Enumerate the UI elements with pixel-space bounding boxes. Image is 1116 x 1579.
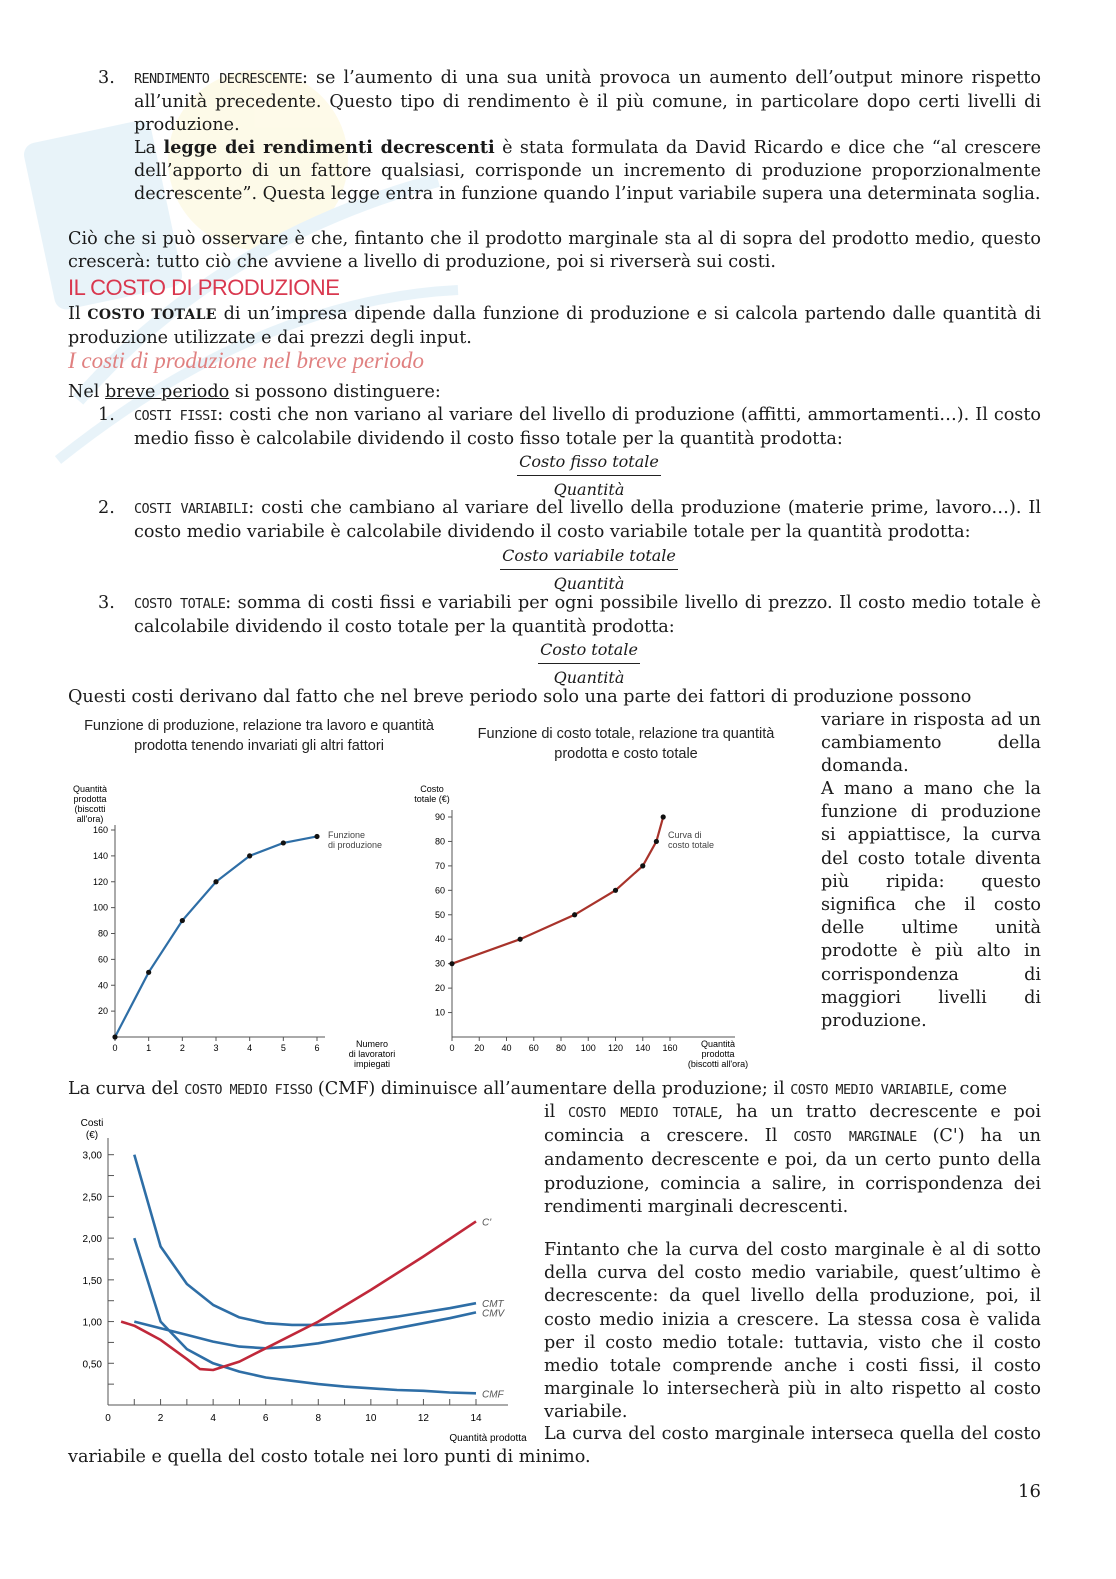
- formula-numerator: Costo variabile totale: [500, 542, 678, 570]
- item-text: : se l’aumento di una sua unità provoca un aumento dell’output minore rispetto all’unità precedente. Questo tipo di rendimento è il più comune, in particolare dopo certi livelli di produzione.: [134, 68, 1042, 136]
- chart3-xtick-label: 10: [365, 1413, 377, 1424]
- section-title: IL COSTO DI PRODUZIONE: [68, 275, 340, 300]
- term-costo-totale: COSTO TOTALE: [134, 596, 226, 612]
- chart2-ytick-label: 20: [434, 983, 445, 994]
- term-costo-medio-variabile: COSTO MEDIO VARIABILE: [790, 1082, 949, 1098]
- chart2-point: [449, 961, 454, 966]
- chart2-xtick-label: 40: [501, 1043, 512, 1053]
- chart1-point: [281, 840, 286, 845]
- chart2-ytick-label: 50: [434, 909, 445, 920]
- chart3-xtick-label: 8: [315, 1413, 322, 1424]
- chart2-ytick-label: 60: [434, 885, 445, 896]
- chart2-point: [613, 888, 618, 893]
- chart1-ytick-label: 140: [92, 850, 108, 861]
- chart3-xlabel: Quantità prodotta: [449, 1433, 527, 1444]
- item-text: : somma di costi fissi e variabili per ogni possibile livello di prezzo. Il costo medio totale è calcolabile dividendo il costo totale per la quantità prodotta:: [134, 593, 1041, 638]
- chart1-point: [314, 834, 319, 839]
- chart2-title: Funzione di costo totale, relazione tra quantità prodotta e costo totale: [477, 726, 775, 762]
- list-number: 3.: [98, 593, 115, 613]
- chart1-ytick-label: 60: [97, 954, 108, 965]
- breve-pre: Nel: [68, 382, 106, 402]
- list-item-costo-totale: [98, 592, 1041, 639]
- side-text-2: A mano a mano che la funzione di produzione si appiattisce, la curva del costo totale diventa più ripida: questo significa che il costo delle ultime unità prodotte è più alto in corrispondenza di maggiori livelli di produzione.: [821, 779, 1041, 1032]
- chart3-ytick-label: 3,00: [82, 1150, 102, 1162]
- chart1-ylabel: Quantità prodotta (biscotti all'ora): [72, 784, 108, 824]
- chart1-xtick-label: 4: [247, 1043, 253, 1053]
- chart2-ytick-label: 80: [434, 836, 445, 847]
- chart1-point: [213, 879, 218, 884]
- formula-denominator: Quantità: [553, 480, 625, 499]
- chart3-xtick-label: 12: [417, 1413, 429, 1424]
- chart1-series-label: Funzione di produzione: [328, 830, 383, 850]
- chart2-xtick-label: 120: [607, 1043, 624, 1053]
- chart1-ytick-label: 160: [92, 825, 108, 835]
- formula-denominator: Quantità: [553, 668, 625, 687]
- chart1-ytick-label: 100: [92, 902, 108, 913]
- formula-costo-medio-variabile: [434, 542, 744, 597]
- formula-denominator: Quantità: [553, 574, 625, 593]
- term-costo-medio-fisso: COSTO MEDIO FISSO: [184, 1082, 313, 1098]
- chart1-xtick-label: 0: [112, 1043, 118, 1053]
- side-text-1: variare in risposta ad un cambiamento della domanda.: [821, 710, 1041, 777]
- chart2-series-line: [452, 817, 663, 964]
- chart3-ytick-label: 2,00: [82, 1234, 102, 1246]
- chart3-xtick-label: 2: [157, 1413, 164, 1424]
- chart2-xlabel: Quantità prodotta (biscotti all'ora): [687, 1039, 749, 1069]
- chart1-point: [247, 853, 252, 858]
- chart2-xtick-label: 60: [528, 1043, 539, 1053]
- term-rendimento-decrescente: RENDIMENTO DECRESCENTE: [134, 71, 303, 87]
- observe-paragraph: Ciò che si può osservare è che, fintanto che il prodotto marginale sta al di sopra del prodotto medio, questo crescerà: tutto ciò che avviene a livello di produzione, poi si riverserà sui costi.: [68, 229, 1041, 273]
- breve-post: si possono distinguere:: [229, 382, 441, 402]
- chart2-xtick-label: 100: [580, 1043, 596, 1053]
- chart2-series-label: Curva di costo totale: [668, 830, 715, 850]
- chart3-series-label: CMT: [482, 1299, 504, 1311]
- term-costi-variabili: COSTI VARIABILI: [134, 501, 249, 517]
- ct-pre: Il: [68, 304, 88, 324]
- chart3-ytick-label: 2,50: [82, 1192, 102, 1204]
- chart3-series-cmf: [134, 1238, 476, 1393]
- cmf-paragraph: [68, 1078, 1041, 1102]
- derive-line: Questi costi derivano dal fatto che nel breve periodo solo una parte dei fattori di produzione possono: [68, 687, 972, 707]
- average-cost-chart: [68, 1108, 538, 1448]
- chart1-ytick-label: 120: [92, 876, 108, 887]
- list-item-rendimento-decrescente: [98, 67, 1041, 138]
- law-bold: legge dei rendimenti decrescenti: [163, 137, 495, 158]
- formula-numerator: Costo totale: [538, 636, 640, 664]
- formula-costo-medio-totale: [434, 636, 744, 691]
- side-text-3: [544, 1101, 1041, 1219]
- cmf-post: , come: [948, 1079, 1008, 1099]
- chart3-series-label: C': [482, 1217, 492, 1229]
- chart1-xtick-label: 1: [146, 1043, 152, 1053]
- law-pre: La: [134, 138, 164, 158]
- chart2-point: [518, 937, 523, 942]
- term-costo-medio-totale: COSTO MEDIO TOTALE: [567, 1105, 718, 1121]
- chart3-ytick-label: 1,00: [82, 1317, 102, 1329]
- item-text: : costi che cambiano al variare del livello della produzione (materie prime, lavoro…). Il costo medio variabile è calcolabile dividendo il costo variabile totale per la quantità prodotta:: [134, 498, 1041, 543]
- chart3-xtick-label: 0: [105, 1413, 111, 1424]
- page-number: 16: [1018, 1481, 1041, 1502]
- chart2-xtick-label: 80: [555, 1043, 567, 1053]
- list-item-costi-fissi: [98, 404, 1041, 451]
- chart1-xtick-label: 2: [179, 1043, 185, 1053]
- chart2-xtick-label: 20: [474, 1043, 485, 1053]
- cmf-mid: (CMF) diminuisce all’aumentare della produzione; il: [312, 1079, 791, 1099]
- chart2-point: [654, 839, 659, 844]
- formula-costo-medio-fisso: [434, 448, 744, 503]
- chart1-ytick-label: 80: [97, 928, 108, 939]
- costo-totale-paragraph: [68, 303, 1041, 350]
- chart2-xtick-label: 140: [635, 1043, 651, 1053]
- list-item-costi-variabili: [98, 497, 1041, 544]
- side-text-4: Fintanto che la curva del costo marginale è al di sotto della curva del costo medio variabile, quest’ultimo è decrescente: da quel livello della produzione, poi, il costo medio inizia a crescere. La stessa cosa è valida per il costo medio totale: tuttavia, visto che il costo medio totale comprende anche i costi fissi, il costo marginale lo intersecherà più in alto rispetto al costo variabile.: [544, 1240, 1041, 1423]
- chart3-xtick-label: 4: [210, 1413, 216, 1424]
- list-number: 3.: [98, 68, 115, 88]
- chart1-xtick-label: 3: [213, 1043, 219, 1053]
- item-text: : costi che non variano al variare del livello di produzione (affitti, ammortamenti…). Il costo medio fisso è calcolabile dividendo il costo fisso totale per la quantità prodotta:: [134, 405, 1041, 450]
- ct-post: di un’impresa dipende dalla funzione di produzione e si calcola partendo dalle quantità di produzione utilizzate e dai prezzi degli input.: [68, 304, 1041, 349]
- chart3-ylabel: Costi (€): [80, 1118, 104, 1141]
- chart3-series-cmv: [134, 1312, 476, 1348]
- total-cost-chart: [410, 780, 750, 1080]
- formula-numerator: Costo fisso totale: [517, 448, 661, 476]
- chart2-point: [661, 814, 666, 819]
- st3-post: (C') ha un andamento decrescente e poi, da un certo punto della produzione, comincia a salire, in corrispondenza dei rendimenti marginali decrescenti.: [544, 1126, 1041, 1217]
- chart3-series-cprime: [121, 1221, 476, 1370]
- chart2-ytick-label: 10: [434, 1007, 445, 1018]
- breve-underlined: breve periodo: [105, 382, 230, 402]
- chart2-ytick-label: 90: [434, 812, 445, 822]
- law-paragraph: [134, 136, 1041, 207]
- chart1-xlabel: Numero di lavoratori impiegati: [348, 1039, 396, 1069]
- term-costo-marginale: COSTO MARGINALE: [793, 1129, 917, 1146]
- chart1-point: [180, 918, 185, 923]
- law-post: è stata formulata da David Ricardo e dice che “al crescere dell’apporto di un fattore qualsiasi, corrisponde un incremento di produzione proporzionalmente decrescente”. Questa legge entra in funzione quando l’input variabile supera una determinata soglia.: [134, 138, 1041, 205]
- chart3-series-cmt: [134, 1155, 476, 1325]
- final-paragraph-text: La curva del costo marginale interseca quella del costo variabile e quella del costo totale nei loro punti di minimo.: [68, 1424, 1041, 1468]
- subsection-title: I costi di produzione nel breve periodo: [68, 348, 425, 373]
- chart1-point: [146, 970, 151, 975]
- chart3-ytick-label: 0,50: [82, 1359, 102, 1371]
- chart1-xtick-label: 6: [314, 1043, 320, 1053]
- chart3-series-label: CMF: [482, 1389, 504, 1401]
- chart2-ylabel: Costo totale (€): [414, 784, 450, 804]
- chart2-point: [572, 912, 577, 917]
- chart2-point: [640, 863, 645, 868]
- breve-line: [68, 381, 441, 404]
- production-function-chart: [60, 780, 410, 1080]
- chart1-point: [112, 1034, 117, 1039]
- chart2-ytick-label: 30: [434, 958, 445, 969]
- chart2-ytick-label: 40: [434, 934, 445, 945]
- st3-pre: il: [544, 1102, 568, 1122]
- term-costi-fissi: COSTI FISSI: [134, 408, 218, 424]
- chart1-title: Funzione di produzione, relazione tra lavoro e quantità prodotta tenendo invariati gli altri fattori: [84, 718, 434, 754]
- chart1-xtick-label: 5: [280, 1043, 286, 1053]
- chart1-series-line: [115, 836, 317, 1037]
- list-number: 1.: [98, 405, 115, 425]
- chart3-xtick-label: 6: [262, 1413, 269, 1424]
- chart2-ytick-label: 70: [434, 860, 445, 871]
- chart3-ytick-label: 1,50: [82, 1275, 102, 1287]
- st3-mid: , ha un tratto decrescente e poi comincia a crescere. Il: [544, 1102, 1041, 1147]
- cmf-pre: La curva del: [68, 1079, 185, 1099]
- chart3-series-label: CMV: [482, 1308, 505, 1320]
- chart2-xtick-label: 0: [449, 1043, 455, 1053]
- list-number: 2.: [98, 498, 115, 518]
- chart3-xtick-label: 14: [470, 1413, 482, 1424]
- chart2-xtick-label: 160: [662, 1043, 678, 1053]
- ct-bold: COSTO TOTALE: [87, 307, 217, 323]
- chart1-ytick-label: 20: [97, 1006, 108, 1017]
- chart1-ytick-label: 40: [97, 980, 108, 991]
